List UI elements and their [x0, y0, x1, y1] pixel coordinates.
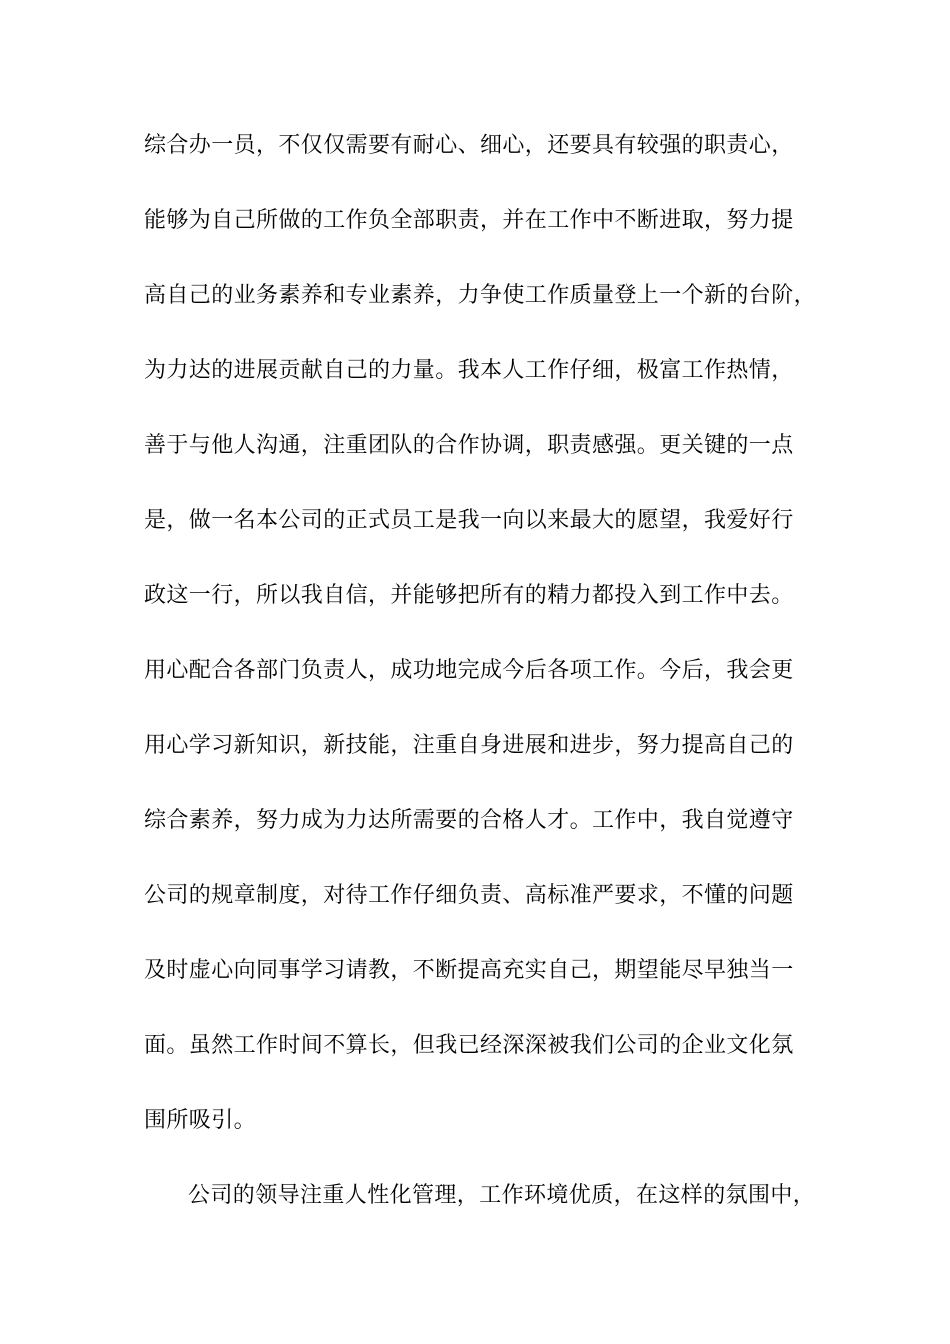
- text-line: 为力达的进展贡献自己的力量。我本人工作仔细，极富工作热情，: [144, 358, 794, 383]
- text-line: 及时虚心向同事学习请教，不断提高充实自己，期望能尽早独当一: [144, 958, 794, 983]
- text-line: 公司的规章制度，对待工作仔细负责、高标准严要求，不懂的问题: [144, 883, 794, 908]
- text-line: 能够为自己所做的工作负全部职责，并在工作中不断进取，努力提: [144, 208, 794, 233]
- text-line: 用心配合各部门负责人，成功地完成今后各项工作。今后，我会更: [144, 658, 794, 683]
- body-text: [144, 128, 834, 1253]
- text-line: 善于与他人沟通，注重团队的合作协调，职责感强。更关键的一点: [144, 433, 794, 458]
- text-line: 高自己的业务素养和专业素养，力争使工作质量登上一个新的台阶，: [144, 283, 817, 308]
- text-line: 综合素养，努力成为力达所需要的合格人才。工作中，我自觉遵守: [144, 808, 794, 833]
- text-line: 政这一行，所以我自信，并能够把所有的精力都投入到工作中去。: [144, 583, 794, 608]
- text-line: 是，做一名本公司的正式员工是我一向以来最大的愿望，我爱好行: [144, 508, 794, 533]
- paragraph-first-line: 公司的领导注重人性化管理，工作环境优质，在这样的氛围中，: [188, 1183, 816, 1208]
- text-line: 围所吸引。: [144, 1108, 257, 1133]
- text-line: 面。虽然工作时间不算长，但我已经深深被我们公司的企业文化氛: [144, 1033, 794, 1058]
- text-line: 用心学习新知识，新技能，注重自身进展和进步，努力提高自己的: [144, 733, 794, 758]
- text-line: 综合办一员，不仅仅需要有耐心、细心，还要具有较强的职责心，: [144, 133, 794, 158]
